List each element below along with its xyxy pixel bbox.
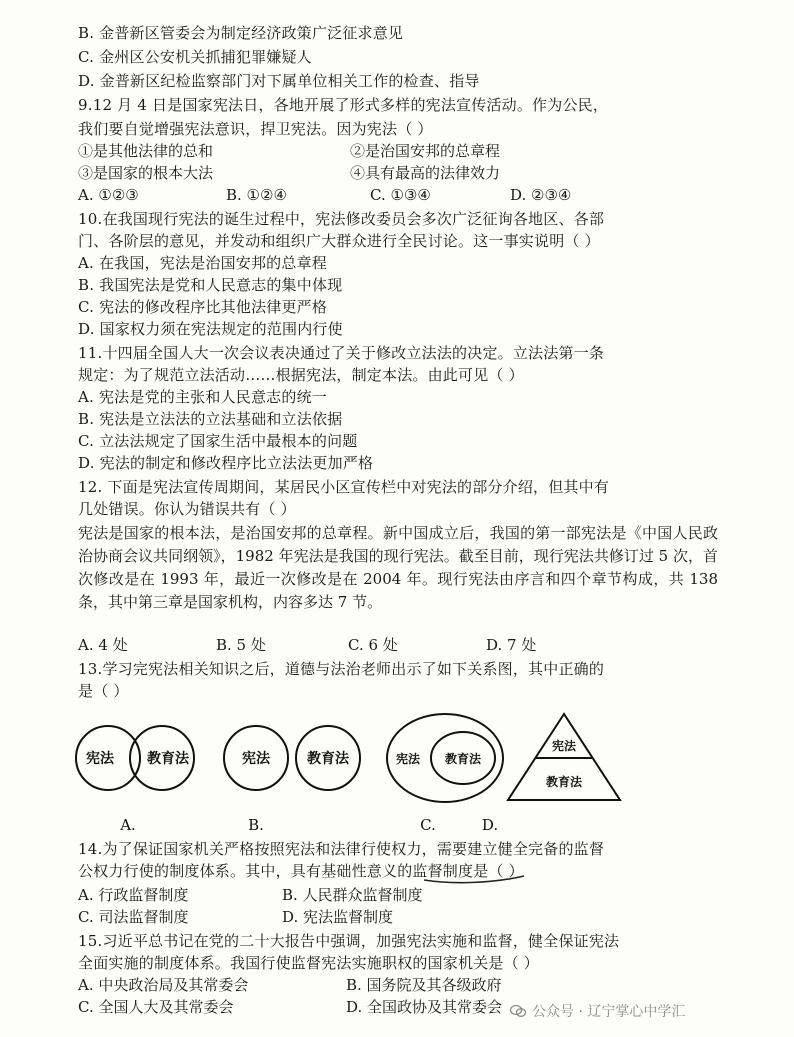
diagram-d-label-top: 宪法 [551, 739, 577, 753]
q11-stem-1: 11.十四届全国人大一次会议表决通过了关于修改立法法的决定。立法法第一条 [78, 344, 605, 362]
q15-choice-c: C. 全国人大及其常委会 [78, 998, 234, 1016]
q14-choice-c: C. 司法监督制度 [78, 908, 189, 926]
handwritten-underline [420, 860, 530, 886]
q12-passage: 宪法是国家的根本法，是治国安邦的总章程。新中国成立后，我国的第一部宪法是《中国人民政治协商会议共同纲领》，1982 年宪法是我国的现行宪法。截至目前，现行宪法共修订过 5 次，首次修改是在 1993 年，最近一次修改是在 2004 年。现行宪法由序言和四个章节构成，共 138 条，其中第三章是国家机构，内容多达 7 节。 [78, 524, 718, 611]
wechat-icon [510, 1004, 526, 1018]
q9-choice-d: D. ②③④ [510, 186, 572, 204]
q12-choice-a: A. 4 处 [78, 636, 128, 654]
watermark-text: 公众号 · 辽宁掌心中学汇 [532, 1004, 686, 1020]
diagram-c-label-outer: 宪法 [395, 752, 421, 766]
diagram-d [482, 714, 620, 834]
q8-option-d: D. 金普新区纪检监察部门对下属单位相关工作的检查、指导 [78, 72, 480, 90]
q12-choice-d: D. 7 处 [486, 636, 537, 654]
q9-statement-1: ①是其他法律的总和 [78, 142, 214, 160]
q11-choice-c: C. 立法法规定了国家生活中最根本的问题 [78, 432, 358, 450]
q12-choice-c: C. 6 处 [348, 636, 398, 654]
q9-stem-2: 我们要自觉增强宪法意识，捍卫宪法。因为宪法（ ） [78, 120, 433, 138]
q10-choice-d: D. 国家权力须在宪法规定的范围内行使 [78, 320, 343, 338]
q9-statement-2: ②是治国安邦的总章程 [350, 142, 501, 160]
q15-choice-b: B. 国务院及其各级政府 [346, 976, 502, 994]
q13-stem-2: 是（ ） [78, 682, 129, 700]
q10-choice-b: B. 我国宪法是党和人民意志的集中体现 [78, 276, 343, 294]
q11-choice-b: B. 宪法是立法法的立法基础和立法依据 [78, 410, 343, 428]
q15-stem-1: 15.习近平总书记在党的二十大报告中强调，加强宪法实施和监督，健全保证宪法 [78, 932, 620, 950]
wechat-watermark [510, 1000, 685, 1022]
diagram-a [76, 726, 194, 834]
diagram-c-label-inner: 教育法 [444, 752, 482, 766]
q12-stem-1: 12. 下面是宪法宣传周期间，某居民小区宣传栏中对宪法的部分介绍，但其中有 [78, 478, 610, 496]
q14-choice-d: D. 宪法监督制度 [282, 908, 394, 926]
diagram-b-label-right: 教育法 [307, 751, 349, 767]
q11-choice-a: A. 宪法是党的主张和人民意志的统一 [78, 388, 327, 406]
diagram-a-label-right: 教育法 [147, 751, 189, 767]
q14-stem-1: 14.为了保证国家机关严格按照宪法和法律行使权力，需要建立健全完备的监督 [78, 840, 605, 858]
q12-stem-2: 几处错误。你认为错误共有（ ） [78, 500, 296, 518]
q13-stem-1: 13.学习完宪法相关知识之后，道德与法治老师出示了如下关系图，其中正确的 [78, 660, 605, 678]
q9-stem-1: 9.12 月 4 日是国家宪法日，各地开展了形式多样的宪法宣传活动。作为公民， [78, 96, 609, 114]
diagram-c-letter: C. [420, 816, 436, 834]
q8-option-b: B. 金普新区管委会为制定经济政策广泛征求意见 [78, 24, 404, 42]
diagram-d-letter: D. [481, 816, 499, 834]
q9-choice-b: B. ①②④ [226, 186, 287, 204]
q8-option-c: C. 金州区公安机关抓捕犯罪嫌疑人 [78, 48, 312, 66]
q15-choice-d: D. 全国政协及其常委会 [346, 998, 503, 1016]
q9-statement-4: ④具有最高的法律效力 [350, 164, 501, 182]
q10-choice-a: A. 在我国，宪法是治国安邦的总章程 [78, 254, 327, 272]
diagram-a-letter: A. [120, 816, 136, 834]
q9-choice-a: A. ①②③ [78, 186, 139, 204]
diagram-d-label-bottom: 教育法 [545, 775, 583, 789]
q15-stem-2: 全面实施的制度体系。我国行使监督宪法实施职权的国家机关是（ ） [78, 954, 539, 972]
diagram-b-letter: B. [248, 816, 264, 834]
q14-choice-b: B. 人民群众监督制度 [282, 886, 423, 904]
q10-choice-c: C. 宪法的修改程序比其他法律更严格 [78, 298, 328, 316]
diagram-b-label-left: 宪法 [242, 751, 270, 767]
q14-choice-a: A. 行政监督制度 [78, 886, 189, 904]
q10-stem-1: 10.在我国现行宪法的诞生过程中，宪法修改委员会多次广泛征询各地区、各部 [78, 210, 605, 228]
diagram-b [224, 726, 360, 834]
q9-choice-c: C. ①③④ [370, 186, 431, 204]
q11-stem-2: 规定：为了规范立法活动……根据宪法，制定本法。由此可见（ ） [78, 366, 524, 384]
q11-choice-d: D. 宪法的制定和修改程序比立法法更加严格 [78, 454, 374, 472]
q13-relation-diagrams [70, 708, 630, 838]
q10-stem-2: 门、各阶层的意见，并发动和组织广大群众进行全民讨论。这一事实说明（ ） [78, 232, 600, 250]
q14-stem-2: 公权力行使的制度体系。其中，具有基础性意义的监督制度是（ ） [78, 862, 524, 880]
q12-choice-b: B. 5 处 [216, 636, 266, 654]
diagram-a-label-left: 宪法 [86, 751, 114, 767]
q9-statement-3: ③是国家的根本大法 [78, 164, 214, 182]
q15-choice-a: A. 中央政治局及其常委会 [78, 976, 249, 994]
